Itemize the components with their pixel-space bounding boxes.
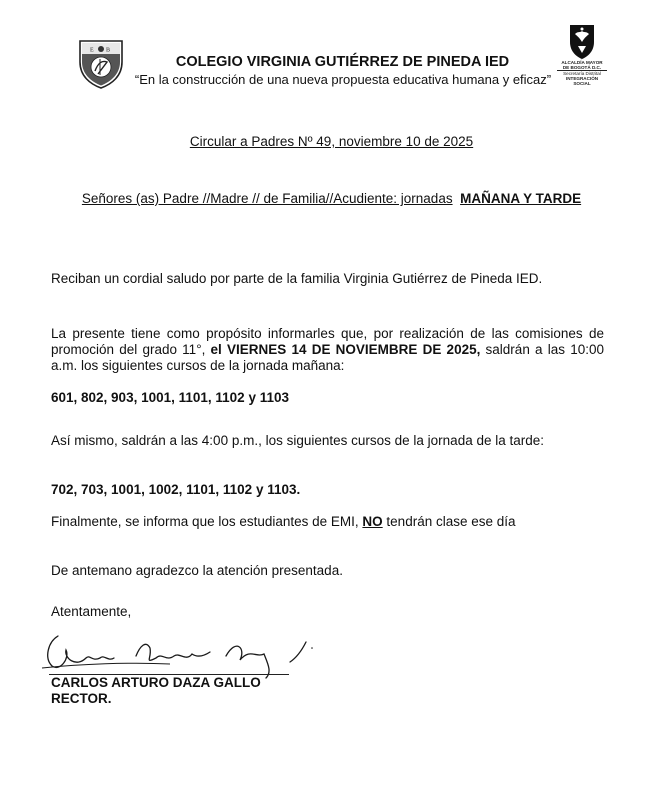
alcaldia-line3: Secretaría Distrital (563, 71, 601, 76)
svg-text:B: B (106, 47, 111, 54)
alcaldia-line4: INTEGRACIÓN SOCIAL (565, 76, 599, 86)
signer-name: CARLOS ARTURO DAZA GALLO (51, 675, 261, 690)
circular-title: Circular a Padres Nº 49, noviembre 10 de 2025 (189, 134, 474, 149)
addressees-prefix: Señores (as) Padre //Madre // de Familia//Acudiente: jornadas (81, 191, 453, 206)
thanks-paragraph: De antemano agradezco la atención presentada. (51, 563, 343, 578)
alcaldia-line1: ALCALDÍA MAYOR (561, 60, 603, 65)
purpose-date: el VIERNES 14 DE NOVIEMBRE DE 2025, (210, 342, 481, 357)
afternoon-courses: 702, 703, 1001, 1002, 1101, 1102 y 1103. (51, 482, 301, 497)
addressees-highlight: MAÑANA Y TARDE (460, 191, 582, 206)
purpose-text-1: La presente tiene como propósito informarles que, por realización de las comisiones de promoción del grado 11°, (51, 326, 604, 357)
afternoon-intro: Así mismo, saldrán a las 4:00 p.m., los siguientes cursos de la jornada de la tarde: (51, 433, 545, 448)
purpose-text-2: saldrán a las 10:00 a.m. los siguientes cursos de la jornada mañana: (51, 342, 604, 373)
addressees-line (0, 191, 663, 206)
bogota-coat-of-arms-icon (557, 22, 607, 60)
emi-text-1: Finalmente, se informa que los estudiantes de EMI, (51, 514, 363, 529)
school-motto: “En la construcción de una nueva propuesta educativa humana y eficaz” (134, 72, 552, 87)
emi-text-2: tendrán clase ese día (382, 514, 516, 529)
svg-text:E: E (90, 47, 94, 54)
closing-line: Atentamente, (51, 604, 132, 619)
bogota-logo (557, 22, 607, 92)
morning-courses: 601, 802, 903, 1001, 1101, 1102 y 1103 (51, 390, 289, 405)
alcaldia-line2: DE BOGOTÁ D.C. (557, 65, 607, 71)
greeting-paragraph: Reciban un cordial saludo por parte de la familia Virginia Gutiérrez de Pineda IED. (51, 271, 543, 286)
emi-no: NO (362, 514, 383, 529)
signer-title: RECTOR. (51, 691, 112, 706)
purpose-paragraph (51, 326, 604, 374)
school-name: COLEGIO VIRGINIA GUTIÉRREZ DE PINEDA IED (175, 54, 510, 70)
school-shield-icon (76, 38, 126, 90)
emi-note (51, 514, 604, 530)
